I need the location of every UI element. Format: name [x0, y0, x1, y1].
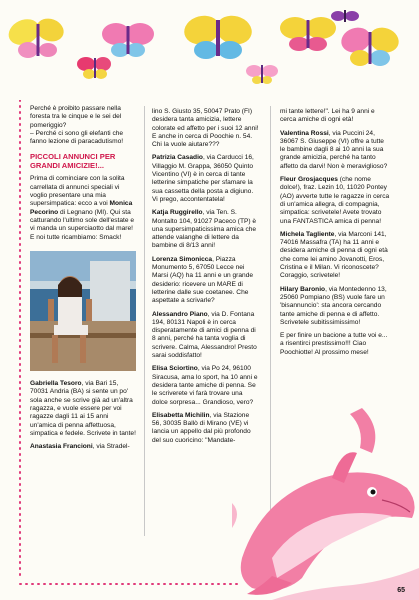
dotted-border-bottom [14, 578, 244, 590]
butterfly-icon [338, 24, 402, 66]
joke-text: Perché è proibito passare nella foresta tra le cinque e le sei del pomeriggio? – Perché ci sono gli elefanti che fanno lezione di paracadutismo! [30, 105, 124, 146]
girl-photo [30, 251, 136, 371]
annuncio-continuation: lino S. Giusto 35, 50047 Prato (FI) desidera tanta amicizia, lettere colorate ed affetto per i suoi 12 anni! E anche in cerca di Poochie n. 54. Chi la vuole aiutare??? [152, 108, 259, 149]
annuncio-patrizia: Patrizia Casadio, via Carducci 16, Villaggio M. Grappa, 36050 Quinto Vicentino (VI) è in cerca di tante letterine simpatiche per sfamare la sua cassetta della posta a digiuno. Vi prego, accontentatela! [152, 154, 254, 203]
annuncio-anastasia: Anastasia Francioni, via Stradel- [30, 443, 130, 451]
butterfly-icon [331, 10, 359, 22]
column-2 [152, 108, 260, 450]
butterfly-icon [77, 57, 111, 79]
annuncio-alessandro: Alessandro Piano, via D. Fontana 194, 80131 Napoli è in cerca disperatamente di amici di penna di 8 anni, perché ha tanta voglia di scrivere. Calma, Alessandro! Presto sarai soddisfatto! [152, 310, 257, 360]
dolphin-illustration [232, 408, 419, 600]
annuncio-elisa: Elisa Sciortino, via Po 24, 96100 Siracusa, ama lo sport, ha 10 anni e desidera tante amiche di penna. Se le scriverete vi farà trovare una dolce sorpresa... Grandioso, vero? [152, 365, 258, 406]
annuncio-valentina: Valentina Rossi, via Puccini 24, 36067 S. Giuseppe (VI) offre a tutte le bambine dagli 8 ai 10 anni la sua grande amicizia, perché ha tanto affetto da darvi! Non è meraviglioso? [280, 129, 388, 170]
column-divider [144, 106, 145, 536]
butterfly-icon [102, 23, 154, 57]
butterfly-border [0, 0, 419, 100]
intro-paragraph: Prima di cominciare con la solita carrellata di annunci speciali vi voglio presentare una mia supersimpatica: ecco a voi Monica Pecorino di Legnano (MI). Qui sta catturando l'ultimo sole dell'estate e vi manda un superciaotto dal mare! E noi tutte ricambiamo: Smack! [30, 175, 135, 241]
butterfly-icon [246, 65, 278, 84]
column-3 [280, 108, 390, 362]
butterfly-icon [4, 14, 66, 58]
column-1 [30, 105, 136, 457]
annuncio-lorenza: Lorenza Simonicca, Piazza Monumento 5, 67050 Lecce nei Marsi (AQ) ha 11 anni e un grande desiderio: ricevere un MARE di letterine dalle sue coetanee. Che aspettate a scrivarle? [152, 255, 254, 305]
butterfly-icon [181, 12, 255, 59]
butterfly-icon [280, 17, 336, 51]
annuncio-continuation: mi tante lettere!". Lei ha 9 anni e cerca amiche di ogni età! [280, 108, 375, 124]
page-number: 65 [397, 587, 405, 594]
annuncio-fleur: Fleur Grosjacques (che nome dolce!), fraz. Lezin 10, 11020 Pontey (AO) avverte tutte le ragazze in cerca di un'amica allegra, di compagnia, simpatica: scrivetele! Avete trovato una FANTASTICA amica di penna! [280, 176, 390, 225]
annuncio-michela: Michela Tagliente, via Marconi 141, 74016 Massafra (TA) ha 11 anni e desidera amiche di penna di ogni età che come lei amino Jovanotti, Eros, Cristina e il Milan. Vi riconoscete? Coraggio, scrivetele! [280, 230, 388, 280]
annuncio-gabriella: Gabriella Tesoro, via Bari 15, 70031 Andria (BA) si sente un po' sola anche se scrive già ad un'altra ragazza, e vuole essere per voi ragazze dagli 11 ai 15 anni un'amica di penna affettuosa, simpatica e fedele. Scrivete in tante! [30, 380, 136, 437]
closing-text: E per finire un bacione a tutte voi e... a risentirci prestissimo!!! Ciao Poochiotte! Al prossimo mese! [280, 332, 388, 356]
annuncio-elisabetta: Elisabetta Michilin, via Stazione 56, 30035 Ballò di Mirano (VE) vi lancia un appello dal più profondo del suo cuoricino: "Mandate- [152, 411, 251, 444]
section-heading: PICCOLI ANNUNCI PER GRANDI AMICIZIE!... [30, 152, 116, 171]
dotted-border-left [14, 100, 26, 580]
annuncio-hilary: Hilary Baronio, via Montedenno 13, 25060 Pompiano (BS) vuole fare un 'bisannuncio': sta ancora cercando tante amiche di penna e di affetto. Scrivetele subitissimissimo! [280, 285, 387, 326]
annuncio-katja: Katja Ruggirello, via Ten. S. Montalto 104, 91027 Paceco (TP) è una supersimpaticissima amica che attende valanghe di lettere da bambine di 8/13 anni! [152, 209, 257, 250]
